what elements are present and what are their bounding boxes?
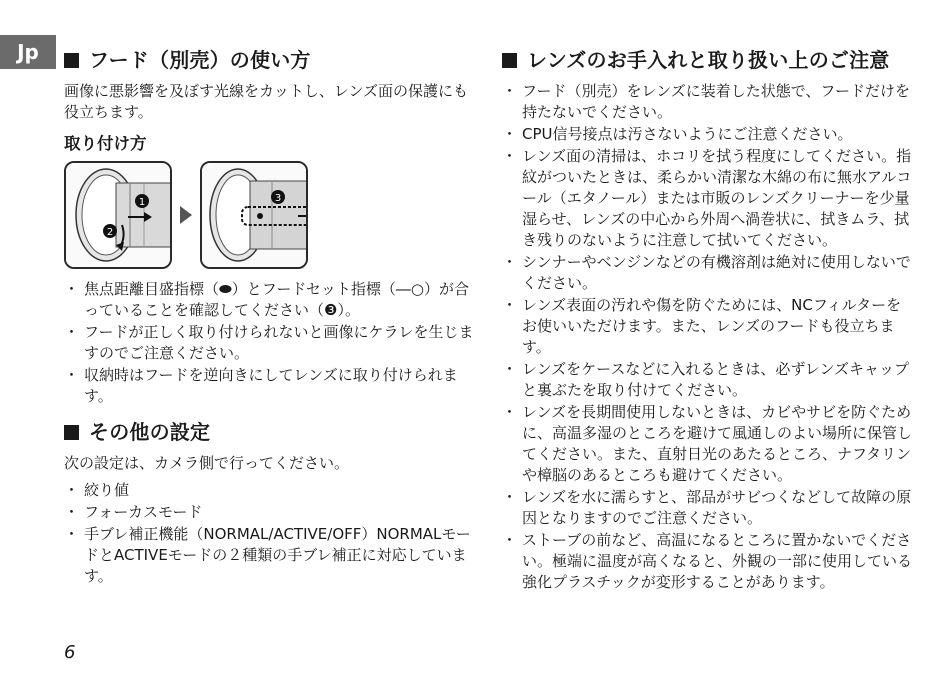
page-number: 6 — [64, 642, 76, 663]
right-column — [502, 47, 914, 594]
heading-square-icon — [502, 53, 517, 68]
left-column — [64, 47, 474, 588]
list-item: ・ レンズ表面の汚れや傷を防ぐためには、NCフィルターをお使いいただけます。また、レンズのフードも役立ちます。 — [502, 295, 914, 358]
hood-attach-step-1-image — [64, 161, 172, 269]
list-item: ・ フードが正しく取り付けられないと画像にケラレを生じますのでご注意ください。 — [64, 322, 474, 364]
list-item: ・ シンナーやベンジンなどの有機溶剤は絶対に使用しないでください。 — [502, 252, 914, 294]
care-section-heading — [502, 47, 914, 73]
list-item: ・ CPU信号接点は汚さないようにご注意ください。 — [502, 124, 914, 145]
hood-attach-step-2-image — [200, 161, 308, 269]
callout-1: 1 — [138, 197, 146, 208]
hood-section-title: フード（別売）の使い方 — [89, 48, 311, 72]
attach-heading: 取り付け方 — [64, 134, 147, 153]
heading-square-icon — [64, 53, 79, 68]
other-settings-title: その他の設定 — [89, 420, 211, 444]
other-settings-list — [64, 480, 474, 587]
hood-notes-list — [64, 279, 474, 407]
list-item: ・ レンズをケースなどに入れるときは、必ずレンズキャップと裏ぶたを取り付けてください。 — [502, 359, 914, 401]
care-section-title: レンズのお手入れと取り扱い上のご注意 — [527, 48, 890, 72]
language-tab: Jp — [0, 35, 56, 69]
callout-3: 3 — [274, 193, 282, 204]
hood-intro: 画像に悪影響を及ぼす光線をカットし、レンズ面の保護にも役立ちます。 — [64, 82, 469, 121]
heading-square-icon — [64, 425, 79, 440]
hood-section-heading — [64, 47, 474, 73]
list-item: ・ 絞り値 — [64, 480, 474, 501]
step-arrow-icon — [180, 206, 192, 224]
care-notes-list — [502, 81, 914, 593]
other-settings-intro: 次の設定は、カメラ側で行ってください。 — [64, 454, 350, 472]
list-item: ・ 焦点距離目盛指標（⬬）とフードセット指標（―○）が合っていることを確認してください（❸）。 — [64, 279, 474, 321]
hood-attach-illustration — [64, 161, 474, 269]
list-item: ・ レンズを長期間使用しないときは、カビやサビを防ぐために、高温多湿のところを避けて風通しのよい場所に保管してください。また、直射日光のあたるところ、ナフタリンや樟脳のあるところも避けてください。 — [502, 402, 914, 486]
other-settings-heading — [64, 419, 474, 445]
list-item: ・ フード（別売）をレンズに装着した状態で、フードだけを持たないでください。 — [502, 81, 914, 123]
list-item: ・ レンズを水に濡らすと、部品がサビつくなどして故障の原因となりますのでご注意ください。 — [502, 487, 914, 529]
list-item: ・ フォーカスモード — [64, 502, 474, 523]
list-item: ・ ストーブの前など、高温になるところに置かないでください。極端に温度が高くなると、外観の一部に使用している強化プラスチックが変形することがあります。 — [502, 530, 914, 593]
callout-2: 2 — [106, 227, 114, 238]
list-item: ・ レンズ面の清掃は、ホコリを拭う程度にしてください。指紋がついたときは、柔らかい清潔な木綿の布に無水アルコール（エタノール）または市販のレンズクリーナーを少量湿らせ、レンズの中心から外周へ渦巻状に、拭きムラ、拭き残りのないように注意して拭いてください。 — [502, 146, 914, 251]
list-item: ・ 手ブレ補正機能（NORMAL/ACTIVE/OFF）NORMALモードとACTIVEモードの２種類の手ブレ補正に対応しています。 — [64, 524, 474, 587]
list-item: ・ 収納時はフードを逆向きにしてレンズに取り付けられます。 — [64, 365, 474, 407]
